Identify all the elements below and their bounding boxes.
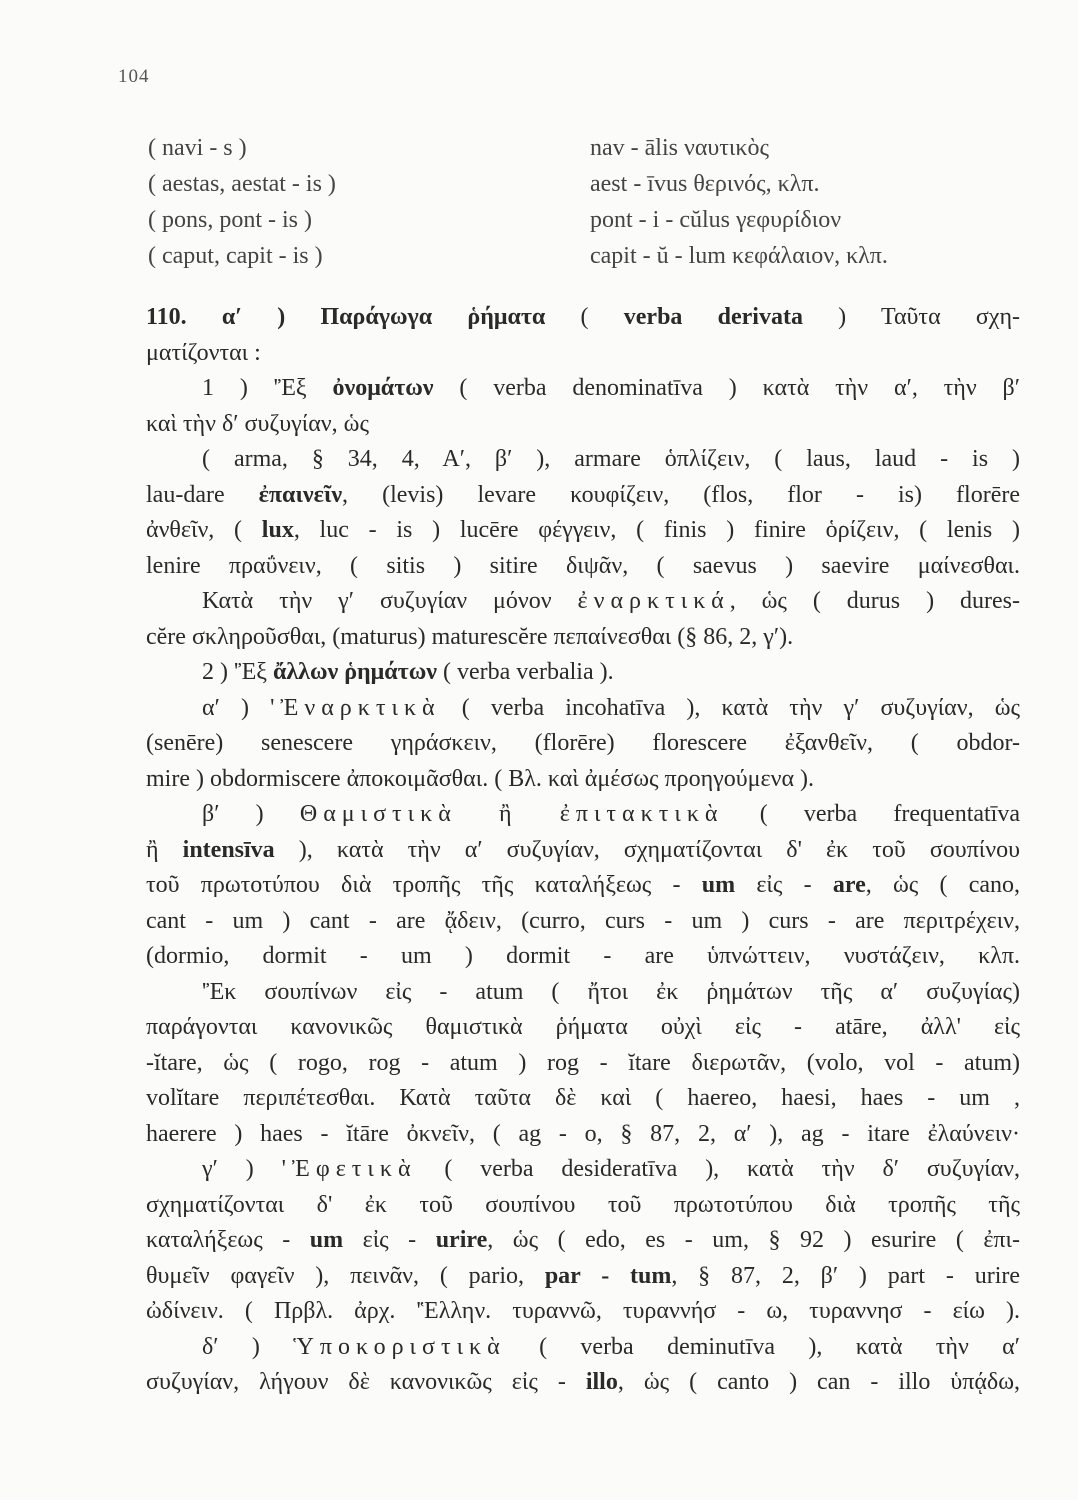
spaced-term: Θαμιστικὰ ἢ ἐπιτακτικὰ [299,801,724,827]
text-line [146,407,1020,443]
text-segment: cĕre σκληροῦσθαι, (maturus) maturescĕre πεπαίνεσθαι (§ 86, 2, γ′). [146,623,794,650]
text-line [146,549,1020,585]
text-segment: ( arma, § 34, 4, A′, β′ ), armare ὁπλίζειν, ( laus, laud - is ) [202,446,1020,472]
bold-term: illo [585,1369,618,1395]
text-line [146,1010,1020,1046]
text-segment: εἰς - [343,1227,436,1253]
bold-term: 110. α′ ) Παράγωγα ῥήματα [146,304,546,330]
text-segment: ), κατὰ τὴν α′ συζυγίαν, σχηματίζονται δ' ἐκ τοῦ σουπίνου [274,836,1020,863]
text-segment: γ′ ) [202,1156,282,1182]
text-segment: συζυγίαν, λήγουν δὲ κανονικῶς εἰς - [146,1369,586,1395]
latin-root-cell: ( caput, capit - is ) [148,243,323,269]
text-segment: cant - um ) cant - are ᾄδειν, (curro, curs - um ) curs - are περιτρέχειν, [146,907,1020,934]
text-line [146,1152,1020,1188]
body-text [146,300,1020,1401]
text-segment: δ′ ) [202,1333,294,1360]
text-line [146,1365,1020,1401]
text-line [146,1081,1020,1117]
page-number: 104 [118,66,150,87]
text-segment: θυμεῖν φαγεῖν ), πεινᾶν, ( pario, [146,1262,545,1289]
text-segment: , (levis) levare κουφίζειν, (flos, flor - is) florēre [342,481,1020,508]
text-line [146,371,1020,407]
text-segment: ( verba desideratīva ), κατὰ τὴν δ′ συζυγίαν, [416,1156,1020,1182]
text-segment: volĭtare περιπέτεσθαι. Κατὰ ταῦτα δὲ καὶ ( haereo, haesi, haes - um , [146,1085,1020,1111]
text-segment: ) Ταῦτα σχη- [802,304,1020,330]
table-row [148,238,988,274]
text-line [146,513,1020,549]
spaced-term: 'Ἐφετικὰ [281,1156,417,1182]
text-segment: ( verba denominatīva ) κατὰ τὴν α′, τὴν β′ [433,375,1020,401]
latin-root-cell: ( navi - s ) [148,135,247,161]
spaced-term: Ὑποκοριστικὰ [293,1333,506,1360]
bold-term: intensīva [182,836,275,863]
text-segment: 1 ) 'Ἐξ [202,375,333,401]
bold-term: ἄλλων ῥημάτων [272,659,438,685]
text-segment: ( verba frequentatīva [723,801,1020,827]
text-segment: , ὡς ( cano, [865,872,1020,898]
text-line [146,726,1020,762]
table-row [148,166,988,202]
bold-term: ὀνομάτων [332,375,434,401]
bold-term: are [832,872,866,898]
text-line [146,655,1020,691]
derived-word-cell: aest - īvus θερινός, κλπ. [590,171,820,197]
text-line [146,833,1020,869]
text-segment: ( verba verbalia ). [437,659,614,685]
text-line [146,1259,1020,1295]
text-segment: τοῦ πρωτοτύπου διὰ τροπῆς τῆς καταλήξεως - [146,872,702,898]
text-line [146,762,1020,798]
text-line [146,904,1020,940]
text-line [146,939,1020,975]
text-segment: -ĭtare, ὡς ( rogo, rog - atum ) rog - ĭtare διερωτᾶν, (volo, vol - atum) [146,1049,1020,1076]
text-segment: lenire πραΰνειν, ( sitis ) sitire διψᾶν, ( saevus ) saevire μαίνεσθαι. [146,552,1020,579]
text-line [146,797,1020,833]
text-segment: ( [545,304,624,330]
latin-root-cell: ( aestas, aestat - is ) [148,171,336,197]
text-segment: , § 87, 2, β′ ) part - urire [671,1262,1020,1289]
text-line [146,1294,1020,1330]
bold-term: um [701,872,736,898]
text-line [146,1188,1020,1224]
text-segment: β′ ) [202,801,300,827]
text-segment: ματίζονται : [146,339,261,366]
text-segment: mire ) obdormiscere ἀποκοιμᾶσθαι. ( Βλ. καὶ ἀμέσως προηγούμενα ). [146,765,815,792]
text-segment: , ὡς ( canto ) can - illo ὑπᾴδω, [617,1369,1020,1395]
latin-root-cell: ( pons, pont - is ) [148,207,312,233]
text-line [146,975,1020,1011]
text-line [146,1223,1020,1259]
text-segment: 2 ) 'Ἐξ [202,659,273,685]
text-segment: 'Ἐκ σουπίνων εἰς - atum ( ἤτοι ἐκ ῥημάτων τῆς α′ συζυγίας) [202,978,1020,1005]
derivation-table [148,130,988,274]
text-line [146,1046,1020,1082]
bold-term: verba derivata [623,304,803,330]
bold-term: um [309,1227,344,1253]
derived-word-cell: nav - ālis ναυτικὸς [590,135,769,161]
text-segment: ( verba deminutīva ), κατὰ τὴν α′ [505,1333,1020,1360]
text-segment: α′ ) [202,694,271,721]
text-segment: ὠδίνειν. ( Πρβλ. ἀρχ. 'Ἑλλην. τυραννῶ, τυραννήσ - ω, τυραννησ - είω ). [146,1298,1020,1324]
text-line [146,478,1020,514]
derived-word-cell: pont - i - cŭlus γεφυρίδιον [590,207,842,233]
spaced-term: 'Ἐναρκτικὰ [270,694,441,721]
text-line [146,300,1020,336]
text-line [146,1330,1020,1366]
text-segment: , luc - is ) lucēre φέγγειν, ( finis ) finire ὁρίζειν, ( lenis ) [293,517,1020,543]
text-segment: (dormio, dormit - um ) dormit - are ὑπνώττειν, νυστάζειν, κλπ. [146,943,1020,969]
text-segment: εἰς - [735,872,833,898]
text-segment: ἀνθεῖν, ( [146,517,262,543]
text-segment: παράγονται κανονικῶς θαμιστικὰ ῥήματα οὐχὶ εἰς - atāre, ἀλλ' εἰς [146,1014,1020,1040]
text-segment: , ὡς ( edo, es - um, § 92 ) esurire ( ἐπι- [487,1227,1020,1253]
text-segment: ἢ [146,836,183,863]
text-line [146,1117,1020,1153]
text-segment: , ὡς ( durus ) dures- [729,588,1020,614]
bold-term: urire [435,1227,488,1253]
text-segment: (senēre) senescere γηράσκειν, (florēre) florescere ἐξανθεῖν, ( obdor- [146,730,1020,756]
text-segment: haerere ) haes - ĭtāre ὀκνεῖν, ( ag - o, § 87, 2, α′ ), ag - itare ἐλαύνειν· [146,1120,1020,1147]
table-row [148,130,988,166]
text-line [146,442,1020,478]
bold-term: lux [261,517,294,543]
text-segment: καταλήξεως - [146,1227,310,1253]
table-row [148,202,988,238]
bold-term: ἐπαινεῖν [258,481,343,508]
text-line [146,584,1020,620]
text-segment: σχηματίζονται δ' ἐκ τοῦ σουπίνου τοῦ πρωτοτύπου διὰ τροπῆς τῆς [146,1191,1020,1218]
text-line [146,691,1020,727]
derived-word-cell: capit - ŭ - lum κεφάλαιον, κλπ. [590,243,888,269]
text-segment: καὶ τὴν δ′ συζυγίαν, ὡς [146,410,369,437]
text-segment: ( verba incohatīva ), κατὰ τὴν γ′ συζυγίαν, ὡς [440,694,1020,721]
text-segment: lau-dare [146,481,259,508]
spaced-term: ἐναρκτικά [577,588,730,614]
text-line [146,868,1020,904]
text-line [146,620,1020,656]
text-line [146,336,1020,372]
bold-term: par - tum [544,1262,672,1289]
text-segment: Κατὰ τὴν γ′ συζυγίαν μόνον [202,588,578,614]
